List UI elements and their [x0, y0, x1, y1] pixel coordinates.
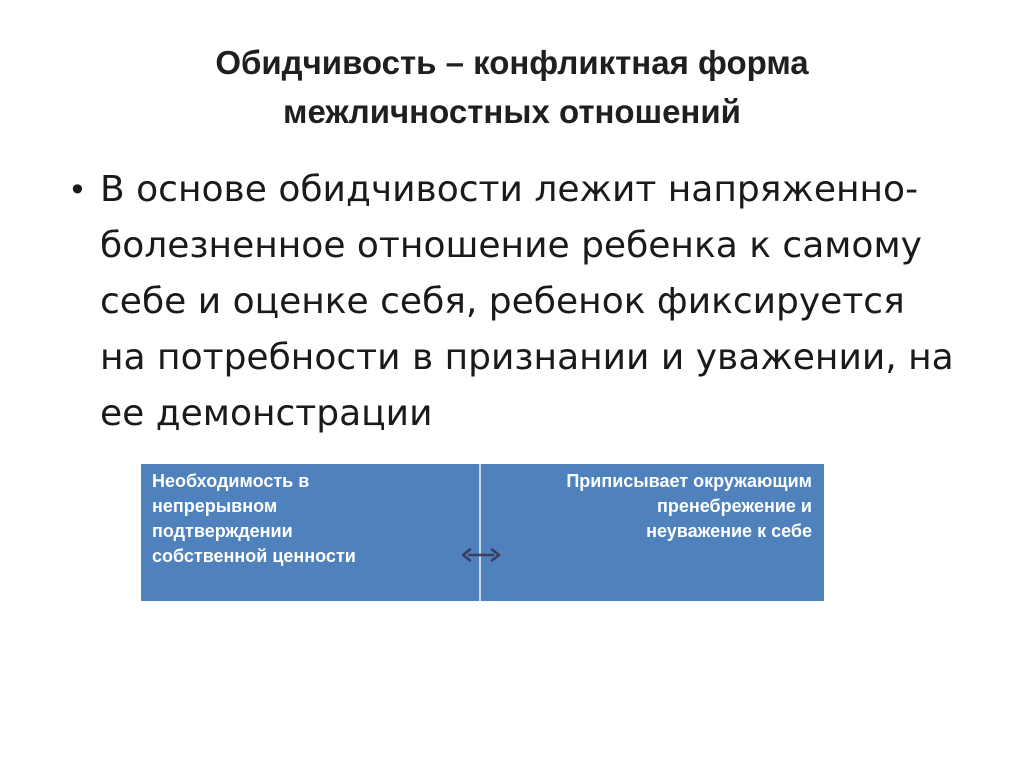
- right-cell-line-3: неуважение к себе: [646, 521, 812, 541]
- double-arrow-icon: [461, 548, 501, 562]
- diagram-cell-right: [481, 464, 824, 601]
- title-line-1: Обидчивость – конфликтная форма: [215, 44, 809, 81]
- bullet-line-1: В основе обидчивости лежит напряженно-: [100, 169, 919, 210]
- relation-diagram: [141, 464, 824, 601]
- bullet-line-5: ее демонстрации: [100, 393, 433, 434]
- left-cell-line-4: собственной ценности: [152, 546, 356, 566]
- bullet-line-2: болезненное отношение ребенка к самому: [100, 225, 922, 266]
- left-cell-line-3: подтверждении: [152, 521, 293, 541]
- bullet-marker: •: [68, 171, 87, 209]
- bullet-list: [62, 162, 982, 442]
- slide-title: [90, 38, 934, 136]
- title-line-2: межличностных отношений: [283, 93, 741, 130]
- bullet-line-3: себе и оценке себя, ребенок фиксируется: [100, 281, 905, 322]
- bullet-item: [62, 162, 982, 442]
- left-cell-line-2: непрерывном: [152, 496, 278, 516]
- bullet-line-4: на потребности в признании и уважении, на: [100, 337, 954, 378]
- right-cell-line-1: Приписывает окружающим: [566, 471, 812, 491]
- left-cell-line-1: Необходимость в: [152, 471, 310, 491]
- right-cell-line-2: пренебрежение и: [657, 496, 812, 516]
- diagram-cell-left: [141, 464, 481, 601]
